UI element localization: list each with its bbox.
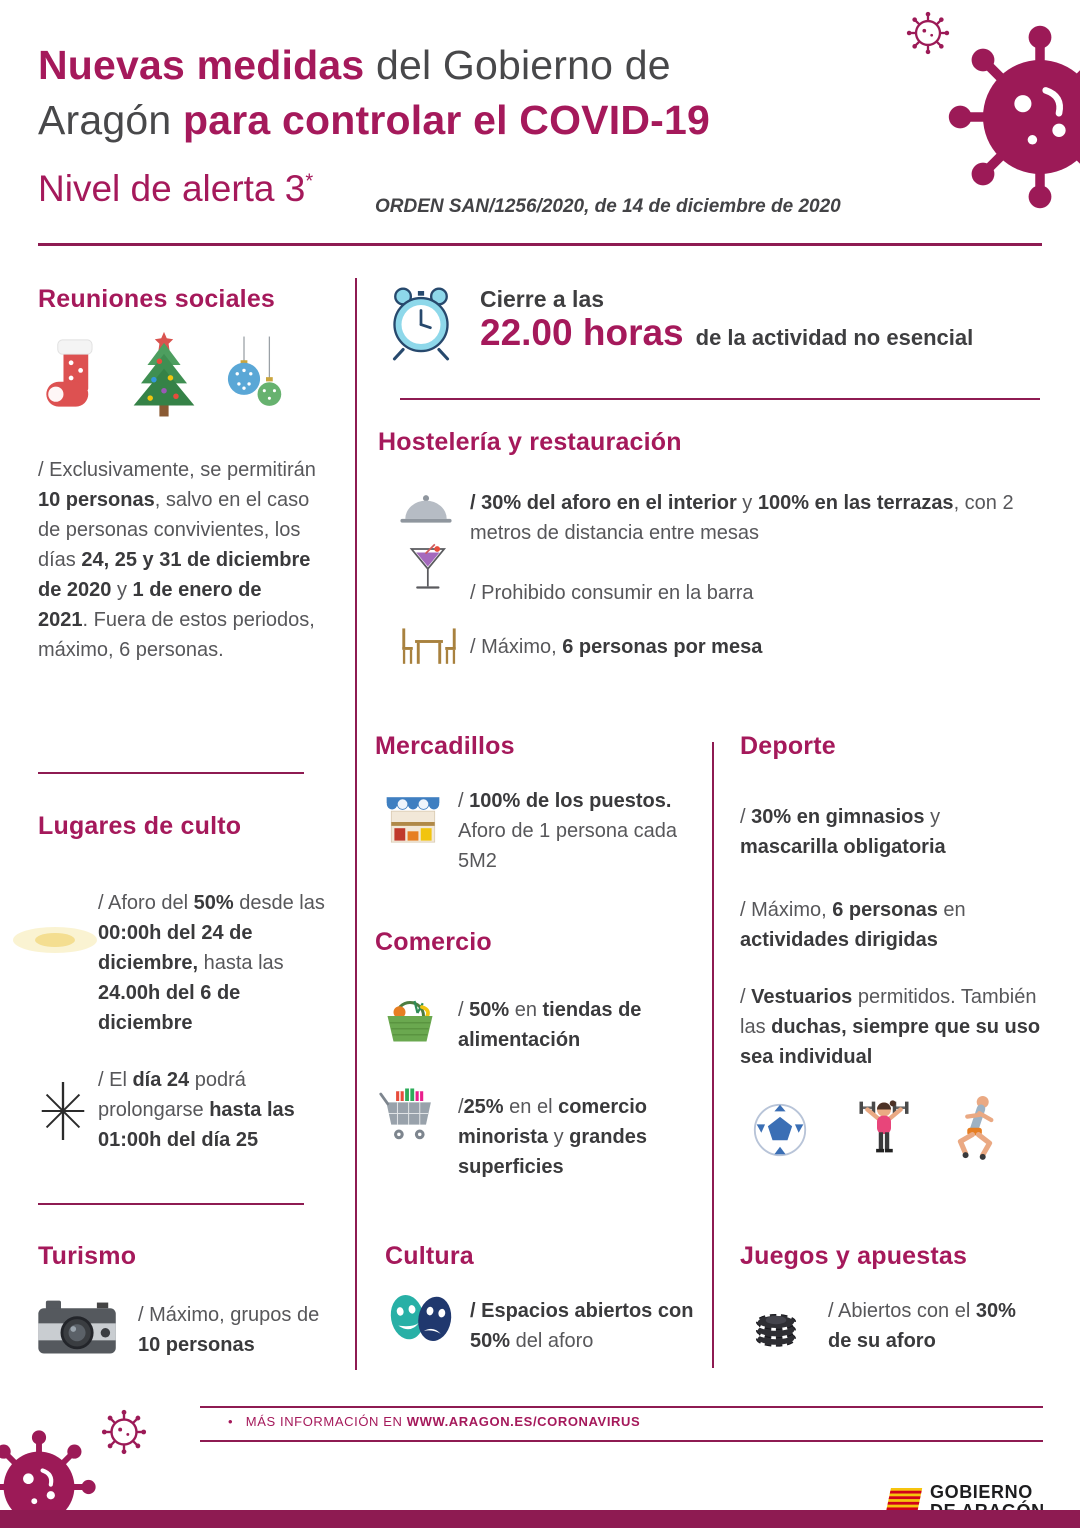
comercio-item-2: /25% en el comercio minorista y grandes superficies <box>458 1096 648 1178</box>
closure-suffix: de la actividad no esencial <box>695 325 974 350</box>
logo-line-1: GOBIERNO <box>930 1482 1033 1502</box>
turismo-item: / Máximo, grupos de 10 personas <box>138 1304 320 1356</box>
hosteleria-item-3: / Máximo, 6 personas por mesa <box>470 636 763 658</box>
order-reference: ORDEN SAN/1256/2020, de 14 de diciembre de 2020 <box>375 196 841 217</box>
cloche-icon <box>398 490 454 532</box>
alarm-clock-icon <box>382 282 460 364</box>
poker-chips-icon <box>748 1292 804 1350</box>
cultura-item: / Espacios abiertos con 50% del aforo <box>470 1300 694 1352</box>
footer-divider-bottom <box>200 1440 1043 1442</box>
footer-info-prefix: MÁS INFORMACIÓN EN <box>245 1414 407 1429</box>
column-divider <box>712 742 714 1368</box>
juegos-item: / Abiertos con el 30% de su aforo <box>828 1300 1016 1352</box>
culto-item-1: / Aforo del 50% desde las 00:00h del 24 de diciembre, hasta las 24.00h del 6 de diciembre <box>98 892 325 1034</box>
comercio-item-1: / 50% en tiendas de alimentación <box>458 999 642 1051</box>
virus-icon <box>945 22 1080 212</box>
footer-bullet: • <box>228 1414 234 1429</box>
deporte-item-1: / 30% en gimnasios y mascarilla obligatoria <box>740 806 946 858</box>
deporte-item-3: / Vestuarios permitidos. También las duchas, siempre que su uso sea individual <box>740 986 1041 1068</box>
footer-info <box>228 1414 640 1429</box>
sparkle-star-icon <box>34 1082 92 1140</box>
reuniones-text: / Exclusivamente, se permitirán 10 personas, salvo en el caso de personas convivientes, los días 24, 25 y 31 de diciembre de 2020 y 1 de enero de 2021. Fuera de estos periodos, máximo, 6 personas. <box>38 459 316 661</box>
column-divider <box>355 278 357 1370</box>
section-heading-culto: Lugares de culto <box>38 812 242 840</box>
footer-divider-top <box>200 1406 1043 1408</box>
footer-info-link[interactable]: WWW.ARAGON.ES/CORONAVIRUS <box>406 1414 641 1429</box>
section-heading-comercio: Comercio <box>375 928 492 956</box>
mercadillos-item: / 100% de los puestos. Aforo de 1 persona cada 5M2 <box>458 790 678 872</box>
baubles-icon <box>222 336 288 420</box>
virus-outline-icon <box>100 1408 148 1456</box>
alert-level: Nivel de alerta 3* <box>38 168 314 209</box>
soccer-ball-icon <box>752 1102 808 1158</box>
page-title: Nuevas medidas del Gobierno de Aragón para controlar el COVID-19 <box>38 42 710 143</box>
runner-icon <box>945 1090 1005 1162</box>
closure-time: 22.00 horas <box>480 312 684 353</box>
culto-item-2: / El día 24 podrá prolongarse hasta las 01:00h del día 25 <box>98 1069 295 1151</box>
christmas-tree-icon <box>122 330 206 422</box>
theater-masks-icon <box>385 1290 457 1346</box>
header-divider <box>38 243 1042 246</box>
deporte-item-2: / Máximo, 6 personas en actividades dirigidas <box>740 899 966 951</box>
closure-line: Cierre a las <box>480 286 605 312</box>
section-heading-turismo: Turismo <box>38 1242 137 1270</box>
camera-icon <box>34 1295 122 1363</box>
market-stall-icon <box>382 790 444 854</box>
cocktail-icon <box>408 543 450 597</box>
section-heading-deporte: Deporte <box>740 732 836 760</box>
divider <box>38 772 304 774</box>
section-heading-reuniones: Reuniones sociales <box>38 285 276 313</box>
divider <box>400 398 1040 400</box>
bottom-bar <box>0 1510 1080 1528</box>
stocking-icon <box>42 338 104 418</box>
grocery-basket-icon <box>380 986 440 1046</box>
section-heading-hosteleria: Hostelería y restauración <box>378 428 682 456</box>
hosteleria-item-2: / Prohibido consumir en la barra <box>470 582 754 604</box>
section-heading-juegos: Juegos y apuestas <box>740 1242 968 1270</box>
section-heading-cultura: Cultura <box>385 1242 474 1270</box>
section-heading-mercadillos: Mercadillos <box>375 732 515 760</box>
shopping-cart-icon <box>378 1086 442 1148</box>
candle-glow-icon <box>10 920 100 960</box>
weightlifter-icon <box>852 1092 916 1162</box>
hosteleria-item-1: / 30% del aforo en el interior y 100% en las terrazas, con 2 metros de distancia entre mesas <box>470 492 1014 544</box>
table-chairs-icon <box>400 626 458 668</box>
closure-time-row <box>480 312 1040 354</box>
divider <box>38 1203 304 1205</box>
